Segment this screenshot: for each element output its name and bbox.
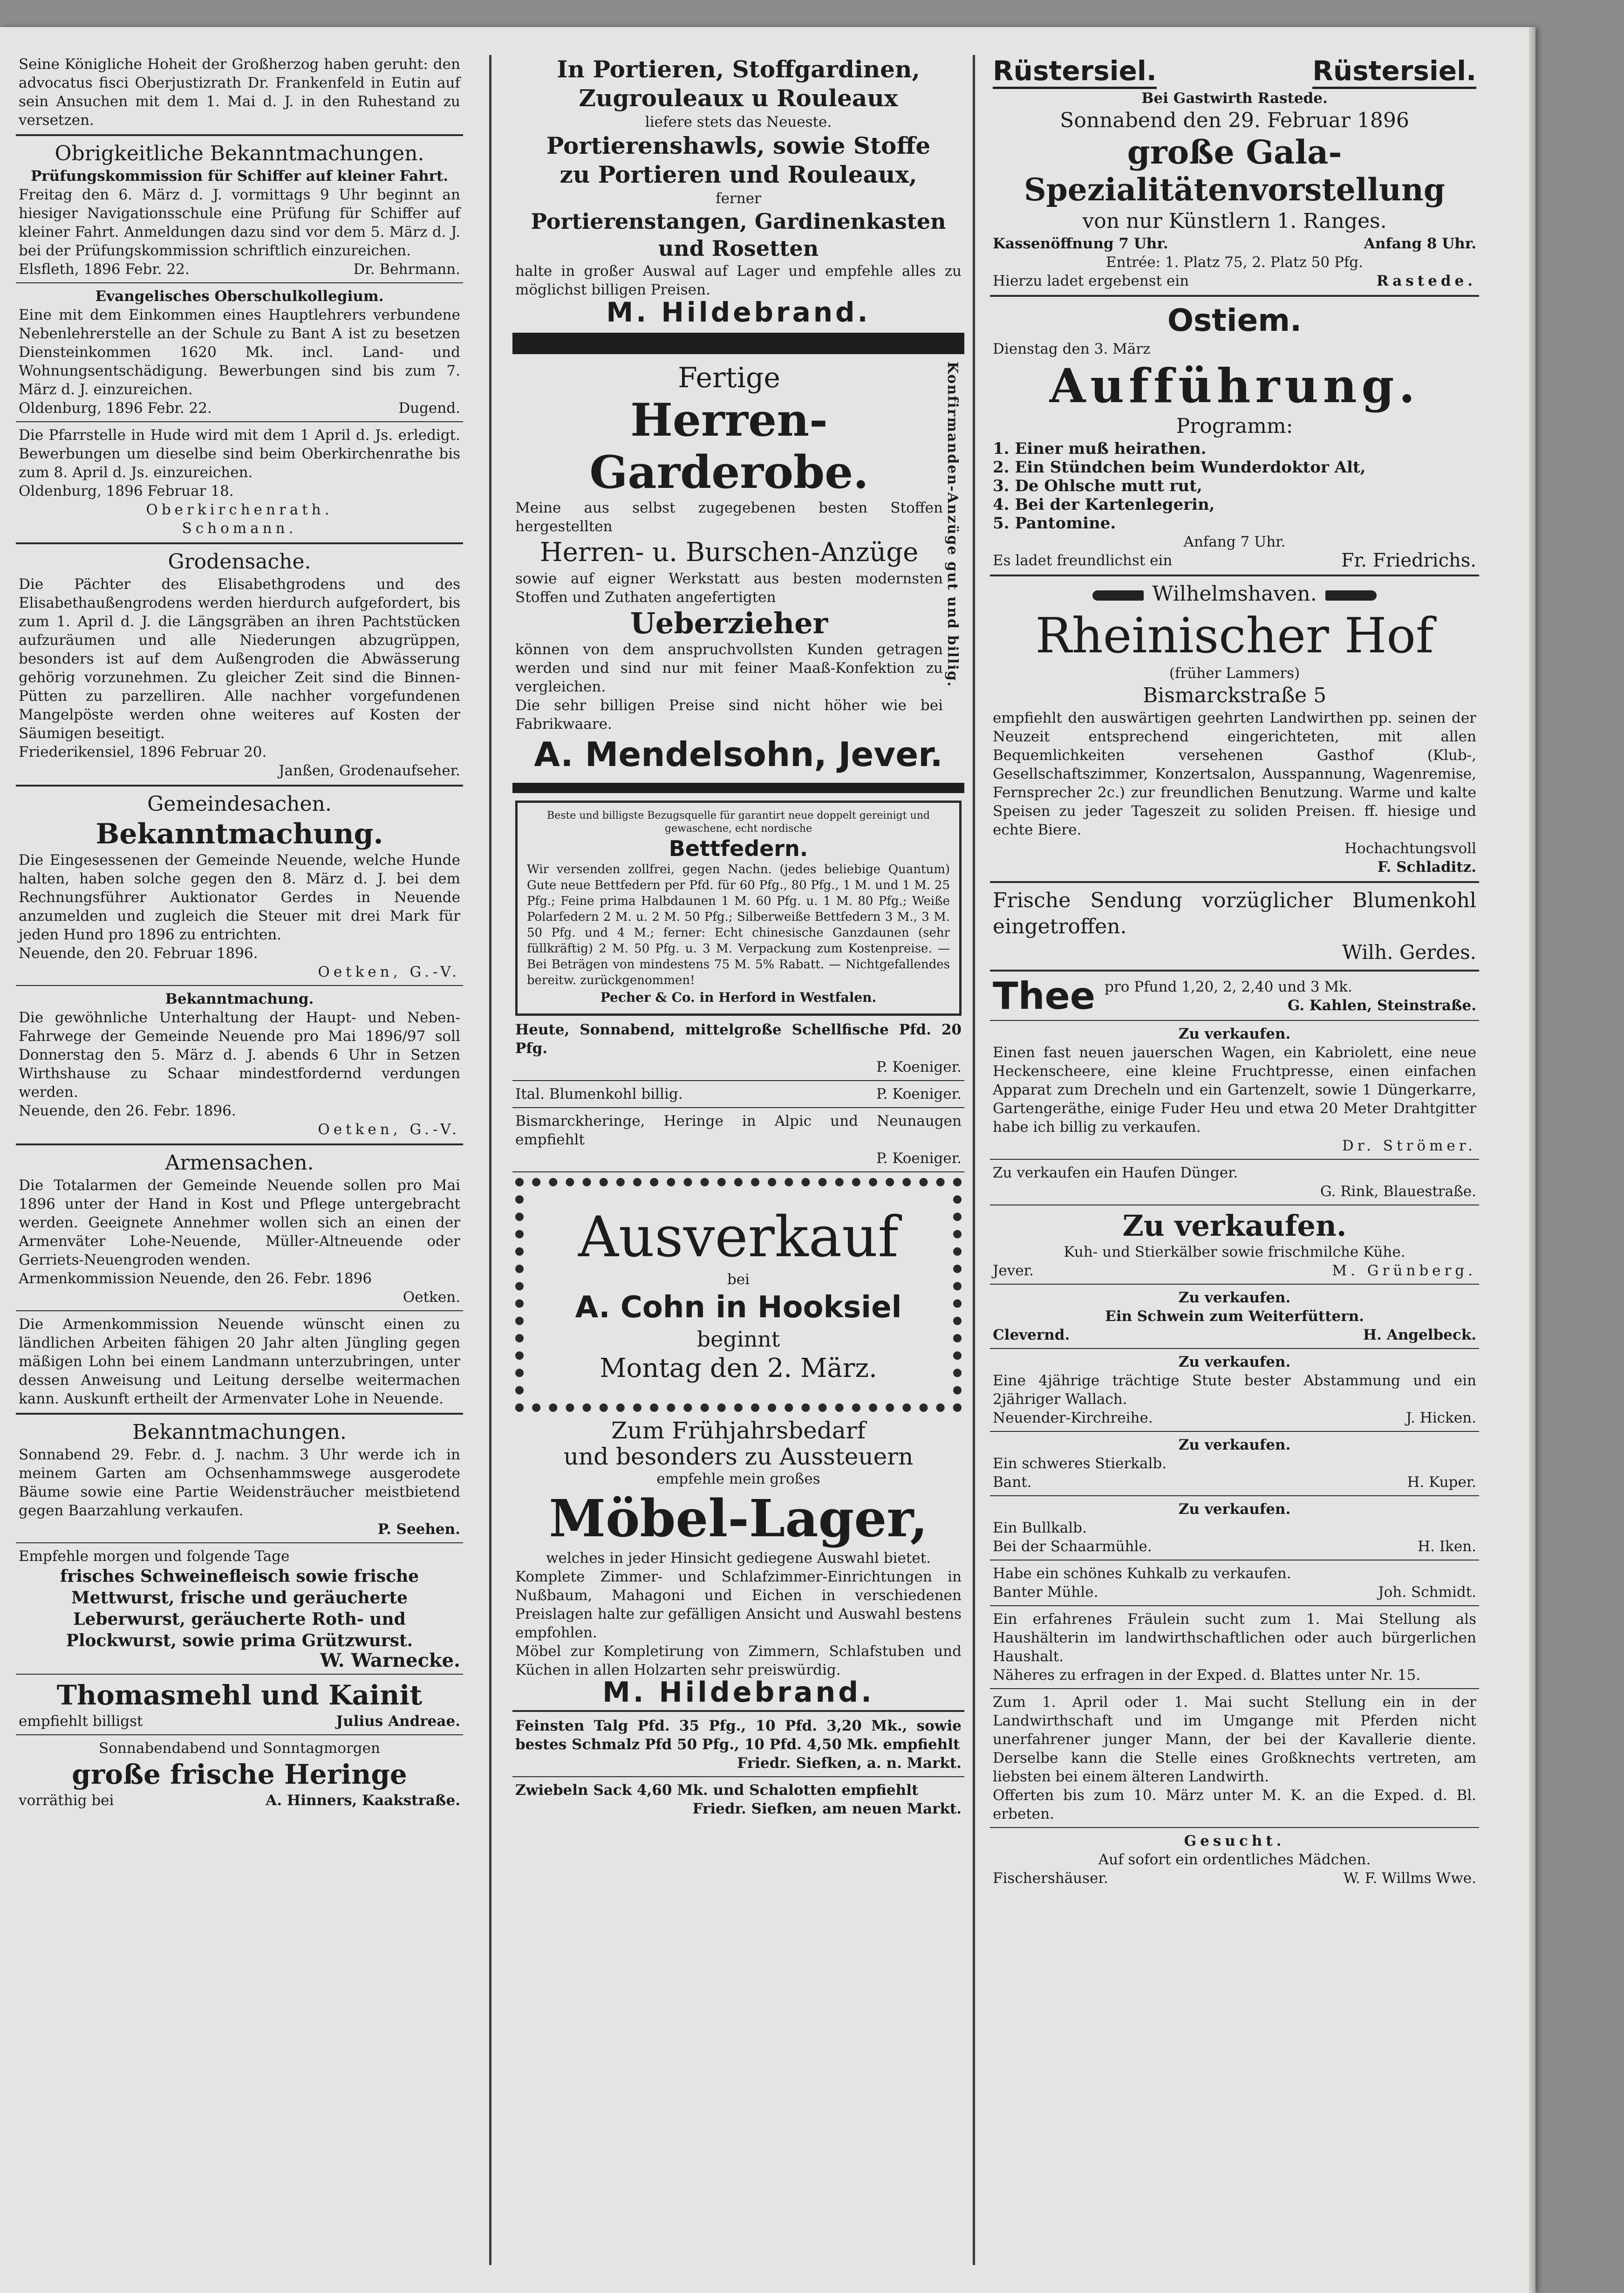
- ad-signature: M. Hildebrand.: [602, 1676, 874, 1709]
- ad-subheadline: Ueberzieher: [630, 606, 828, 640]
- thee-ad: [993, 976, 1476, 1016]
- ad-text: Bismarckstraße 5: [1142, 684, 1327, 707]
- ad-text: Entrée: 1. Platz 75, 2. Platz 50 Pfg.: [1105, 254, 1363, 271]
- ad-signature: Clevernd. H. Angelbeck.: [993, 1327, 1476, 1343]
- column-right: [990, 55, 1479, 2270]
- divider: [16, 985, 463, 986]
- ausverkauf-box: [515, 1178, 962, 1412]
- ad-body: Zwiebeln Sack 4,60 Mk. und Schalotten empfiehlt: [515, 1782, 919, 1799]
- ad-body: Ein erfahrenes Fräulein sucht zum 1. Mai Stellung als Haushälterin im landwirthschaftlichen oder auch bürgerlichen Haushalt.: [993, 1611, 1476, 1665]
- ad-headline: Portierenstangen, Gardinenkasten: [531, 209, 946, 234]
- ad-signature: empfiehlt billigst Julius Andreae.: [19, 1713, 460, 1730]
- ad-body: Wir versenden zollfrei, gegen Nachn. (jedes beliebige Quantum) Gute neue Bettfedern per Pfd. für 60 Pfg., 80 Pfg., 1 M. und 1 M. 25 Pfg.; Feine prima Halbdaunen 1 M. 60 Pfg. u. 1 M. 80 Pfg.; Weiße Polarfedern 2 M. u. 2 M. 50 Pfg.; Silberweiße Bettfedern 3 M., 3 M. 50 Pfg. und 4 M.; ferner: Echt chinesische Ganzdaunen (sehr füllkräftig) 2 M. 50 Pfg. u. 3 M. Verpackung zum Kostenpreise. — Bei Beträgen von mindestens 75 M. 5% Rabatt. — Nichtgefallendes bereitw. zurückgenommen!: [527, 862, 950, 987]
- ad-text: ferner: [716, 190, 761, 207]
- section-title: Gemeindesachen.: [147, 792, 332, 816]
- notice-title: Evangelisches Oberschulkollegium.: [95, 288, 384, 305]
- ad-text: beginnt: [696, 1327, 780, 1352]
- ad-signature: Es ladet freundlichst ein Fr. Friedrichs.: [993, 550, 1476, 571]
- ad-signature: Hierzu ladet ergebenst ein Rastede.: [993, 273, 1476, 289]
- divider: [16, 542, 463, 544]
- ad-signature: W. Warnecke.: [320, 1650, 460, 1671]
- ad-body: können von dem anspruchvollsten Kunden getragen werden und sind nur mit feiner Maaß-Konfektion zu vergleichen.: [515, 641, 943, 695]
- black-bar: [512, 783, 964, 793]
- ad-headline: Rheinischer Hof: [1035, 607, 1434, 664]
- divider: [16, 1310, 463, 1311]
- divider: [16, 785, 463, 787]
- ad-title: Zu verkaufen.: [1178, 1026, 1291, 1042]
- ad-body: Kuh- und Stierkälber sowie frischmilche Kühe.: [1064, 1244, 1406, 1260]
- ad-body: pro Pfund 1,20, 2, 2,40 und 3 Mk.: [1105, 979, 1352, 995]
- notice-place: Oldenburg, 1896 Februar 18.: [19, 483, 234, 500]
- notice-signature: Oetken.: [403, 1289, 460, 1306]
- ad-headline: Spezialitätenvorstellung: [1024, 171, 1446, 208]
- notice-title: Bekanntmachung.: [165, 991, 314, 1007]
- program-item: 2. Ein Stündchen beim Wunderdoktor Alt,: [993, 458, 1366, 477]
- divider: [990, 1284, 1479, 1285]
- divider: [16, 1413, 463, 1415]
- ad-date: Montag den 2. März.: [600, 1353, 877, 1383]
- column-middle: [512, 55, 964, 2270]
- divider: [990, 575, 1479, 576]
- ad-signature: Jever. M. Grünberg.: [993, 1262, 1476, 1279]
- column-divider: [973, 55, 975, 2265]
- divider: [16, 1542, 463, 1543]
- ad-headline: Zu verkaufen.: [1122, 1209, 1347, 1243]
- ad-signature: A. Mendelsohn, Jever.: [534, 735, 943, 774]
- ad-body: Zu verkaufen ein Haufen Dünger.: [993, 1164, 1238, 1181]
- ad-text: von nur Künstlern 1. Ranges.: [1082, 209, 1387, 233]
- ad-text: Programm:: [1176, 414, 1293, 438]
- ad-body: Habe ein schönes Kuhkalb zu verkaufen.: [993, 1565, 1291, 1582]
- ad-headline: Ostiem.: [1167, 302, 1302, 338]
- pointing-hand-icon: [1092, 590, 1144, 601]
- ad-body: Zum 1. April oder 1. Mai sucht Stellung ein in der Landwirthschaft und im Umgange mit Pferden nicht unerfahrener junger Mann, der bei der Kavallerie diente. Derselbe kann die Stelle eines Großknechts vertreten, am liebsten bei einem älteren Landwirth.: [993, 1694, 1476, 1785]
- ad-headline: Portierenshawls, sowie Stoffe: [546, 132, 931, 159]
- ad-text: Fertige: [678, 362, 780, 394]
- notice-place: Neuende, den 26. Febr. 1896.: [19, 1102, 236, 1119]
- ad-body: halte in großer Auswal auf Lager und empfehle alles zu möglichst billigen Preisen.: [515, 263, 962, 298]
- divider: [990, 1827, 1479, 1828]
- ad-line: Kassenöffnung 7 Uhr. Anfang 8 Uhr.: [993, 235, 1476, 252]
- notice-body: Die Armenkommission Neuende wünscht einen zu ländlichen Arbeiten fähigen 20 Jahr alten Jüngling gegen mäßigen Lohn bei einem Landmann unterzubringen, unter dessen Anweisung und Leitung derselbe weitermachen kann. Auskunft ertheilt der Armenvater Lohe in Neuende.: [19, 1316, 460, 1407]
- divider: [990, 1605, 1479, 1606]
- side-text: Konfirmanden-Anzüge gut und billig.: [944, 362, 961, 688]
- place-name: Rüstersiel.: [993, 55, 1157, 89]
- ad-signature: Bei der Schaarmühle. H. Iken.: [993, 1538, 1476, 1555]
- notice-body: Die Pächter des Elisabethgrodens und des Elisabethaußengrodens werden hierdurch aufgefordert, bis zum 1. April d. J. die Längsgräben an ihren Pachtstücken aufzuräumen und alle Niederungen abzugrüppen, besonders ist auf dem Außengroden die Abwässerung gehörig vorzunehmen. Zu gleicher Zeit sind die Binnen-Pütten zu parzelliren. Alle nachher vorgefundenen Mangelpöste werden ohne weiteres auf Kosten der Säumigen beseitigt.: [19, 576, 460, 742]
- section-title: Bekanntmachungen.: [132, 1420, 347, 1444]
- section-title: Grodensache.: [168, 550, 311, 574]
- divider: [990, 1348, 1479, 1349]
- ad-body: Ein schweres Stierkalb.: [993, 1455, 1167, 1472]
- ad-body: Die sehr billigen Preise sind nicht höher wie bei Fabrikwaare.: [515, 697, 943, 732]
- ad-headline: Bettfedern.: [669, 836, 808, 861]
- ad-intro: Empfehle morgen und folgende Tage: [19, 1548, 290, 1565]
- ad-title: Gesucht.: [1184, 1833, 1285, 1849]
- ad-body: Eine 4jährige trächtige Stute bester Abstammung und ein 2jähriger Wallach.: [993, 1372, 1476, 1408]
- ad-headline: große Gala-: [1127, 133, 1342, 171]
- ad-body: Komplete Zimmer- und Schlafzimmer-Einrichtungen in Nußbaum, Mahagoni und Eichen in verschiedenen Preislagen halte zur gefälligen Ansicht und Auswahl bestens empfohlen.: [515, 1568, 962, 1641]
- divider: [16, 1734, 463, 1735]
- ad-body: empfiehlt den auswärtigen geehrten Landwirthen pp. seinen der Neuzeit entsprechend eingerichteten, mit allen Bequemlichkeiten versehenen Gasthof (Klub-, Gesellschaftszimmer, Konzertsalon, Ausspannung, Wagenremise, Fernsprecher 2c.) zur freundlichen Benutzung. Warme und kalte Speisen zu jeder Tageszeit zu soliden Preisen. ff. hiesige und echte Biere.: [993, 710, 1476, 838]
- notice-body: Die gewöhnliche Unterhaltung der Haupt- und Neben-Fahrwege der Gemeinde Neuende pro Mai 1896/97 soll Donnerstag den 5. März d. J. abends 6 Uhr in Setzen Wirthshause zu Schaar mindestfordernd verdungen werden.: [19, 1009, 460, 1101]
- ad-signature: Bant. H. Kuper.: [993, 1474, 1476, 1491]
- ad-headline: Aufführung.: [1049, 358, 1420, 413]
- notice-org: Oberkirchenrath.: [146, 501, 333, 518]
- ad-text: welches in jeder Hinsicht gediegene Auswahl bietet.: [546, 1550, 931, 1567]
- ad-signature: Neuender-Kirchreihe. J. Hicken.: [993, 1410, 1476, 1426]
- ad-intro: Beste und billigste Bezugsquelle für garantirt neue doppelt gereinigt und gewaschene, echt nordische: [547, 810, 930, 835]
- ad-headline: zu Portieren und Rouleaux,: [560, 161, 917, 188]
- ad-body: Bismarckheringe, Heringe in Alpic und Neunaugen empfiehlt: [515, 1113, 962, 1148]
- divider: [990, 970, 1479, 972]
- page-edge: [1529, 27, 1535, 2293]
- notice-signature: Oetken, G.-V.: [318, 1121, 460, 1138]
- ad-signature: Banter Mühle. Joh. Schmidt.: [993, 1584, 1476, 1601]
- ad-headline: große frische Heringe: [72, 1759, 407, 1790]
- divider: [990, 1560, 1479, 1561]
- notice-title: Prüfungskommission für Schiffer auf kleiner Fahrt.: [30, 168, 449, 185]
- ad-text: Bei Gastwirth Rastede.: [1141, 90, 1328, 107]
- divider: [512, 1776, 964, 1777]
- ad-body: Näheres zu erfragen in der Exped. d. Blattes unter Nr. 15.: [993, 1667, 1421, 1684]
- ad-signature: Pecher & Co. in Herford in Westfalen.: [600, 990, 877, 1005]
- ad-headline: Zum Frühjahrsbedarf: [611, 1417, 866, 1444]
- ad-headline: und Rosetten: [658, 236, 819, 261]
- notice-place: Neuende, den 20. Februar 1896.: [19, 945, 258, 962]
- ad-date: Dienstag den 3. März: [993, 341, 1151, 357]
- divider: [512, 1107, 964, 1108]
- notice-body: Eine mit dem Einkommen eines Hauptlehrers verbundene Nebenlehrerstelle an der Schule zu Bant A ist zu besetzen Diensteinkommen 1620 Mk. incl. Land- und Wohnungsentschädigung. Bewerbungen sind bis zum 7. März d. J. einzureichen.: [19, 307, 460, 398]
- ad-headline: Herren-Garderobe.: [589, 394, 869, 499]
- divider: [16, 1674, 463, 1675]
- section-title: Obrigkeitliche Bekanntmachungen.: [55, 142, 424, 165]
- ad-text: Hochachtungsvoll: [1344, 840, 1476, 857]
- ad-title: Zu verkaufen.: [1178, 1289, 1291, 1306]
- ad-line: Ital. Blumenkohl billig. P. Koeniger.: [515, 1086, 962, 1102]
- ad-body: Frische Sendung vorzüglicher Blumenkohl eingetroffen.: [993, 889, 1476, 938]
- notice-grossherzog: Seine Königliche Hoheit der Großherzog haben geruht: den advocatus fisci Oberjustizrath Dr. Frankenfeld in Eutin auf sein Ansuchen mit dem 1. Mai d. J. in den Ruhestand zu versetzen.: [19, 56, 460, 129]
- ruestersiel-header: [990, 55, 1479, 89]
- divider: [990, 1495, 1479, 1496]
- ad-signature: Friedr. Siefken, a. n. Markt.: [737, 1755, 962, 1772]
- ad-signature: Dr. Strömer.: [1342, 1137, 1476, 1154]
- notice-body: Sonnabend 29. Febr. d. J. nachm. 3 Uhr werde ich in meinem Garten am Ochsenhammswege ausgerodete Bäume sowie eine Partie Weidensträucher meistbietend gegen Baarzahlung verkaufen.: [19, 1446, 460, 1519]
- ad-title: Zu verkaufen.: [1178, 1437, 1291, 1453]
- ad-signature: F. Schladitz.: [1377, 859, 1476, 876]
- divider: [990, 1431, 1479, 1432]
- ad-headline: Zugrouleaux u Rouleaux: [579, 84, 898, 112]
- ad-text: Anfang 7 Uhr.: [1183, 534, 1286, 550]
- ad-body: Auf sofort ein ordentliches Mädchen.: [1098, 1851, 1371, 1868]
- ad-body: frisches Schweinefleisch sowie frische Mettwurst, frische und geräucherte Leberwurst, geräucherte Roth- und Plockwurst, sowie prima Grützwurst.: [60, 1567, 419, 1650]
- ad-headline: In Portieren, Stoffgardinen,: [557, 55, 920, 83]
- program-item: 3. De Ohlsche mutt rut,: [993, 477, 1202, 495]
- notice-body: Die Eingesessenen der Gemeinde Neuende, welche Hunde halten, haben solche gegen den 8. März d. J. bei dem Rechnungsführer Auktionator Gerdes in Neuende anzumelden und zugleich die Steuer mit drei Mark für jeden Hund pro 1896 zu entrichten.: [19, 852, 460, 943]
- black-bar: [512, 333, 964, 354]
- divider: [990, 1159, 1479, 1160]
- ad-date: Sonnabend den 29. Februar 1896: [1060, 109, 1409, 132]
- notice-signature: Janßen, Grodenaufseher.: [279, 762, 460, 779]
- notice-signature: Schomann.: [182, 520, 297, 537]
- ad-body: Einen fast neuen jauerschen Wagen, ein Kabriolett, eine neue Heckenscheere, eine kleine Fruchtpresse, einen einfachen Apparat zum Drecheln und ein Gartenzelt, sowie 1 Düngerkarre, Gartengeräthe, einige Fuder Heu und etwa 20 Meter Drahtgitter habe ich billig zu verkaufen.: [993, 1044, 1476, 1136]
- divider: [16, 282, 463, 283]
- divider: [16, 134, 463, 136]
- column-left: [16, 55, 463, 2270]
- notice-body: Die Totalarmen der Gemeinde Neuende sollen pro Mai 1896 unter der Hand in Kost und Pflege untergebracht werden. Geeignete Annehmer wollen sich an einen der Armenväter Lohe-Neuende, Müller-Altneuende oder Gerriets-Neuengroden wenden.: [19, 1177, 460, 1268]
- program-item: 5. Pantomine.: [993, 514, 1116, 533]
- ad-signature: vorräthig bei A. Hinners, Kaakstraße.: [19, 1792, 460, 1809]
- divider: [16, 1143, 463, 1145]
- divider: [990, 295, 1479, 297]
- program-item: 4. Bei der Kartenlegerin,: [993, 495, 1215, 514]
- ad-body: Heute, Sonnabend, mittelgroße Schellfische Pfd. 20 Pfg.: [515, 1021, 962, 1057]
- ad-signature: Friedr. Siefken, am neuen Markt.: [692, 1800, 962, 1817]
- ad-headline: und besonders zu Aussteuern: [563, 1443, 914, 1470]
- ad-text: bei: [727, 1271, 750, 1288]
- divider: [990, 1688, 1479, 1689]
- pointing-hand-icon: [1325, 590, 1377, 601]
- ad-headline: Möbel-Lager,: [549, 1488, 928, 1548]
- notice-place: Friederikensiel, 1896 Februar 20.: [19, 744, 267, 760]
- ad-subheadline: A. Cohn in Hooksiel: [575, 1290, 902, 1325]
- ad-signature: Fischershäuser. W. F. Willms Wwe.: [993, 1870, 1476, 1887]
- notice-body: Freitag den 6. März d. J. vormittags 9 Uhr beginnt an hiesiger Navigationsschule eine Prüfung für Schiffer auf kleiner Fahrt. Anmeldungen dazu sind vor dem 5. März d. J. bei der Prüfungskommission schriftlich einzureichen.: [19, 186, 460, 259]
- divider: [990, 1020, 1479, 1021]
- divider: [512, 1710, 964, 1712]
- ad-signature: G. Kahlen, Steinstraße.: [1287, 997, 1476, 1014]
- ad-headline: Thomasmehl und Kainit: [56, 1679, 423, 1711]
- notice-headline: Bekanntmachung.: [96, 818, 383, 850]
- ad-signature: P. Koeniger.: [876, 1150, 962, 1167]
- ad-title: Zu verkaufen.: [1178, 1354, 1291, 1370]
- newspaper-page: [0, 27, 1535, 2293]
- ad-headline: Ausverkauf: [578, 1205, 899, 1270]
- divider: [990, 881, 1479, 883]
- ad-text: (früher Lammers): [1169, 665, 1300, 682]
- ad-body: sowie auf eigner Werkstatt aus besten modernsten Stoffen und Zuthaten angefertigten: [515, 570, 943, 606]
- ad-body: Feinsten Talg Pfd. 35 Pfg., 10 Pfd. 3,20 Mk., sowie bestes Schmalz Pfd 50 Pfg., 10 Pfd. 4,50 Mk. empfiehlt: [515, 1718, 962, 1753]
- place-line: Wilhelmshaven.: [990, 581, 1479, 607]
- ad-signature: P. Koeniger.: [876, 1059, 962, 1075]
- divider: [512, 1080, 964, 1081]
- ad-body: Ein Bullkalb.: [993, 1520, 1087, 1536]
- section-title: Armensachen.: [165, 1151, 314, 1175]
- notice-signature: Oetken, G.-V.: [318, 964, 460, 980]
- ad-text: empfehle mein großes: [656, 1471, 820, 1487]
- ad-body: Ein Schwein zum Weiterfüttern.: [1105, 1308, 1364, 1325]
- column-divider: [489, 55, 491, 2265]
- program-item: 1. Einer muß heirathen.: [993, 439, 1207, 458]
- ad-body: Meine aus selbst zugegebenen besten Stoffen hergestellten: [515, 500, 943, 535]
- ad-signature: Wilh. Gerdes.: [1342, 941, 1476, 964]
- ad-subheadline: Herren- u. Burschen-Anzüge: [539, 537, 919, 568]
- ad-signature: G. Rink, Blauestraße.: [1320, 1183, 1476, 1200]
- ad-body: Möbel zur Kompletirung von Zimmern, Schlafstuben und Küchen in allen Holzarten sehr preiswürdig.: [515, 1643, 962, 1678]
- herren-ad: [512, 362, 964, 733]
- ad-headline: Thee: [993, 974, 1096, 1018]
- ad-body: Offerten bis zum 10. März unter M. K. an die Exped. d. Bl. erbeten.: [993, 1787, 1476, 1822]
- notice-body: Die Pfarrstelle in Hude wird mit dem 1 April d. Js. erledigt. Bewerbungen um dieselbe sind beim Oberkirchenrathe bis zum 8. April d. Js. einzureichen.: [19, 427, 460, 481]
- divider: [16, 421, 463, 422]
- bettfedern-box: [515, 801, 962, 1016]
- notice-signature: Elsfleth, 1896 Febr. 22. Dr. Behrmann.: [19, 261, 460, 278]
- ad-intro: Sonnabendabend und Sonntagmorgen: [99, 1740, 380, 1757]
- ad-text: liefere stets das Neueste.: [645, 114, 832, 130]
- notice-signature: Oldenburg, 1896 Febr. 22. Dugend.: [19, 400, 460, 417]
- ad-signature: M. Hildebrand.: [606, 296, 871, 328]
- notice-signature: P. Seehen.: [377, 1521, 460, 1538]
- notice-place: Armenkommission Neuende, den 26. Febr. 1896: [19, 1270, 372, 1287]
- place-name: Rüstersiel.: [1312, 55, 1476, 89]
- ad-title: Zu verkaufen.: [1178, 1501, 1291, 1518]
- divider: [512, 1171, 964, 1172]
